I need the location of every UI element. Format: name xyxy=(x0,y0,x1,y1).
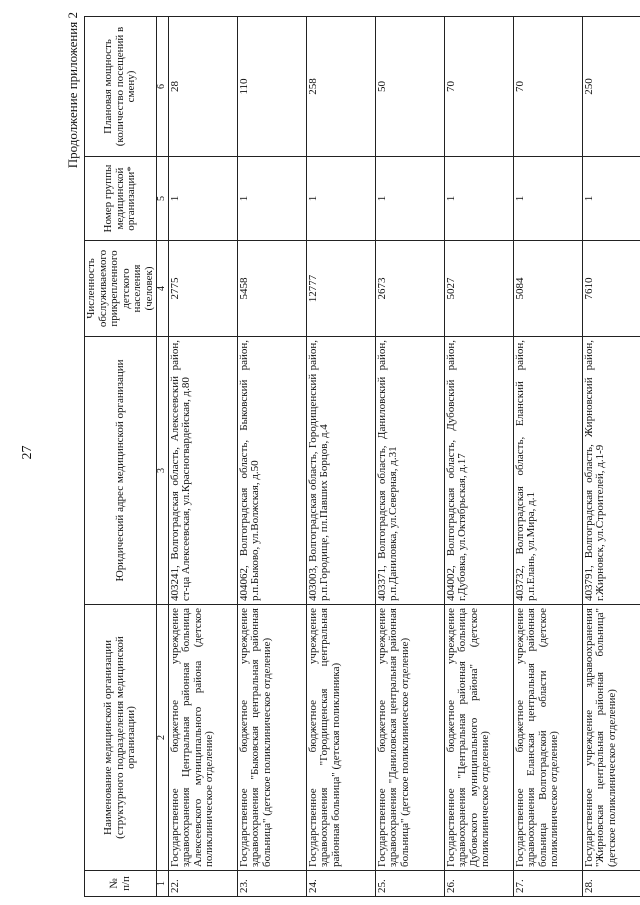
continuation-note: Продолжение приложения 2 xyxy=(65,12,80,169)
table-row xyxy=(444,17,513,897)
colnum-1: 1 xyxy=(157,871,169,897)
row-number: 28. xyxy=(582,871,640,897)
row-number: 25. xyxy=(375,871,444,897)
capacity-value: 258 xyxy=(306,17,375,157)
population-value: 5458 xyxy=(237,241,306,337)
table-header-row xyxy=(85,17,157,897)
row-number: 22. xyxy=(168,871,237,897)
colnum-3: 3 xyxy=(157,337,169,605)
organization-address: 404002, Волгоградская область, Дубовский район, г.Дубовка, ул.Октябрьская, д.17 xyxy=(444,337,513,605)
organization-address: 404062, Волгоградская область, Быковский район, р.п.Быково, ул.Волжская, д.50 xyxy=(237,337,306,605)
group-value: 1 xyxy=(306,157,375,241)
header-num: № п/п xyxy=(85,871,157,897)
organization-name: Государственное бюджетное учреждение здравоохранения Центральная районная больница Алексеевского муниципального района (детское поликлиническое отделение) xyxy=(168,605,237,871)
header-address: Юридический адрес медицинской организации xyxy=(85,337,157,605)
row-number: 24. xyxy=(306,871,375,897)
population-value: 5084 xyxy=(513,241,582,337)
table-row xyxy=(582,17,640,897)
page-number: 27 xyxy=(20,445,35,460)
colnum-4: 4 xyxy=(157,241,169,337)
capacity-value: 50 xyxy=(375,17,444,157)
population-value: 2775 xyxy=(168,241,237,337)
row-number: 27. xyxy=(513,871,582,897)
group-value: 1 xyxy=(237,157,306,241)
header-name: Наименование медицинской организации (структурного подразделения медицинской организации) xyxy=(85,605,157,871)
organization-name: Государственное учреждение здравоохранения "Жирновская центральная районная больница" (детское поликлиническое отделение) xyxy=(582,605,640,871)
row-number: 23. xyxy=(237,871,306,897)
table-row xyxy=(168,17,237,897)
organization-name: Государственное бюджетное учреждение здравоохранения "Центральная районная больница Дубовского муниципального района" (детское поликлиническое отделение) xyxy=(444,605,513,871)
colnum-2: 2 xyxy=(157,605,169,871)
organization-name: Государственное бюджетное учреждение здравоохранения "Городищенская центральная районная больница" (детская поликлиника) xyxy=(306,605,375,871)
organization-address: 403241, Волгоградская область, Алексеевский район, ст-ца Алексеевская, ул.Красногвардейская, д.80 xyxy=(168,337,237,605)
organization-name: Государственное бюджетное учреждение здравоохранения "Быковская центральная районная больница" (детское поликлиническое отделение) xyxy=(237,605,306,871)
header-population: Численность обслуживаемого прикрепленного детского населения (человек) xyxy=(85,241,157,337)
capacity-value: 110 xyxy=(237,17,306,157)
population-value: 12777 xyxy=(306,241,375,337)
colnum-5: 5 xyxy=(157,157,169,241)
organization-name: Государственное бюджетное учреждение здравоохранения "Даниловская центральная районная больница" (детское поликлиническое отделение) xyxy=(375,605,444,871)
table-row xyxy=(375,17,444,897)
group-value: 1 xyxy=(375,157,444,241)
group-value: 1 xyxy=(444,157,513,241)
table-row xyxy=(237,17,306,897)
table-row xyxy=(306,17,375,897)
header-capacity: Плановая мощность (количество посещений в смену) xyxy=(85,17,157,157)
organization-address: 403732, Волгоградская область, Еланский район, р.п.Елань, ул.Мира, д.1 xyxy=(513,337,582,605)
organization-address: 403003, Волгоградская область, Городищенский район, р.п.Городище, пл.Павших Борцов, д.4 xyxy=(306,337,375,605)
capacity-value: 250 xyxy=(582,17,640,157)
column-number-row xyxy=(157,17,169,897)
population-value: 5027 xyxy=(444,241,513,337)
capacity-value: 70 xyxy=(513,17,582,157)
header-group: Номер группы медицинской организации* xyxy=(85,157,157,241)
organization-address: 403791, Волгоградская область, Жирновский район, г.Жирновск, ул.Строителей, д.1-9 xyxy=(582,337,640,605)
group-value: 1 xyxy=(168,157,237,241)
table-row xyxy=(513,17,582,897)
organization-name: Государственное бюджетное учреждение здравоохранения Еланская центральная районная больница Волгоградской области (детское поликлиническое отделение) xyxy=(513,605,582,871)
population-value: 7610 xyxy=(582,241,640,337)
row-number: 26. xyxy=(444,871,513,897)
colnum-6: 6 xyxy=(157,17,169,157)
capacity-value: 70 xyxy=(444,17,513,157)
population-value: 2673 xyxy=(375,241,444,337)
organizations-table xyxy=(84,16,640,897)
group-value: 1 xyxy=(582,157,640,241)
group-value: 1 xyxy=(513,157,582,241)
organization-address: 403371, Волгоградская область, Даниловский район, р.п.Даниловка, ул.Северная, д.31 xyxy=(375,337,444,605)
capacity-value: 28 xyxy=(168,17,237,157)
